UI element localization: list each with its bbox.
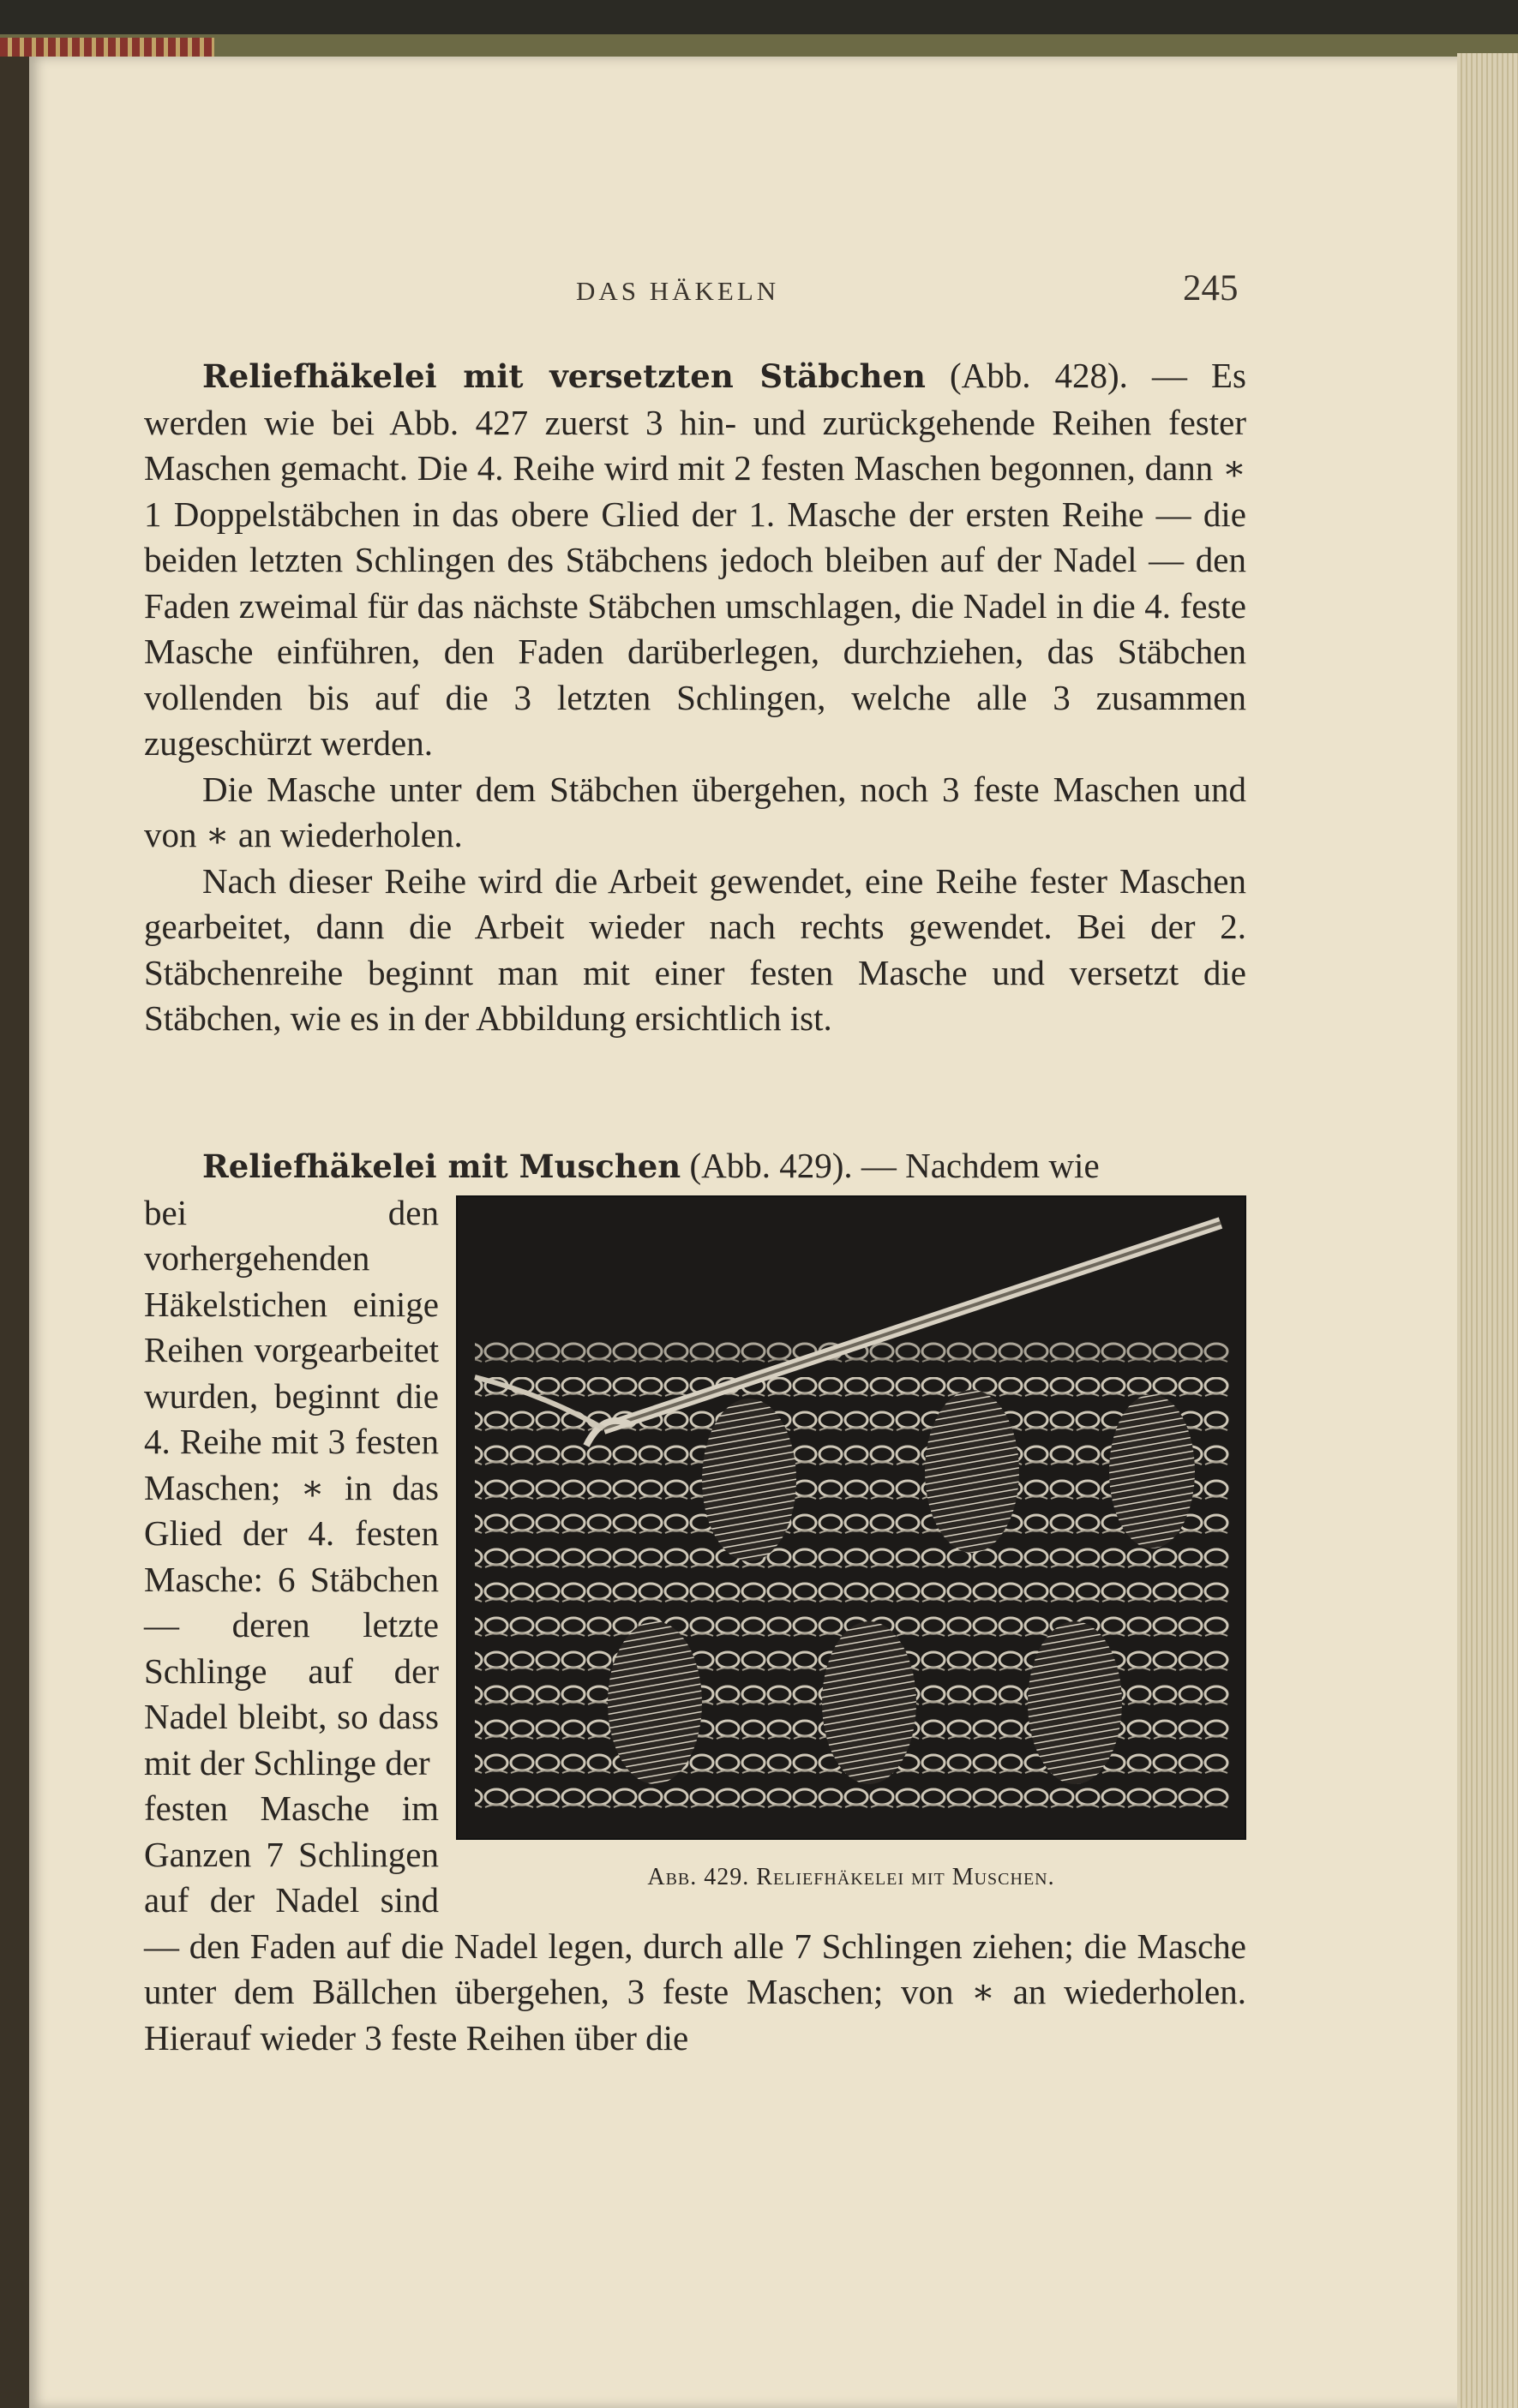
paragraph-text: bei den vorhergehenden Häkelstichen einige Reihen vorgearbeitet wurden, beginnt die 4. Reihe mit 3 festen Maschen; ∗ in das Glied der 4. festen Masche: 6 Stäbchen — deren letzte Schlinge auf der Nadel bleibt, so dass mit der Schlinge der [144, 1192, 439, 1782]
paragraph [144, 1143, 1246, 1190]
caption-number: Abb. 429. [647, 1863, 750, 1890]
figure [456, 1195, 1246, 1924]
paragraph-text: (Abb. 429). — Nachdem wie [681, 1146, 1100, 1185]
paragraph: Die Masche unter dem Stäbchen übergehen, noch 3 feste Maschen und von ∗ an wiederholen. [144, 769, 1246, 854]
section-relief-muschen [144, 1143, 1246, 2061]
section-relief-staebchen [144, 353, 1246, 1042]
page-stack-edge [1457, 53, 1518, 2408]
paragraph: Nach dieser Reihe wird die Arbeit gewendet, eine Reihe fester Maschen gearbeitet, dann die Arbeit wieder nach rechts gewendet. Bei der 2. Stäbchenreihe beginnt man mit einer festen Masche und versetzt die Stäbchen, wie es in der Abbildung ersichtlich ist. [144, 860, 1246, 1038]
figure-caption [456, 1860, 1246, 1895]
paragraph [144, 353, 1246, 767]
running-title: DAS HÄKELN [576, 276, 780, 306]
section-heading: Reliefhäkelei mit Muschen [202, 1147, 681, 1185]
section-heading: Reliefhäkelei mit versetzten Stäbchen [202, 357, 926, 395]
spine-ornament [0, 38, 214, 57]
page-number: 245 [1183, 268, 1239, 308]
paragraph-text: (Abb. 428). — Es werden wie bei Abb. 427 zuerst 3 hin- und zurückgehende Reihen fester Maschen gemacht. Die 4. Reihe wird mit 2 festen Maschen begonnen, dann ∗ 1 Doppelstäbchen in das obere Glied der 1. Masche der ersten Reihe — die beiden letzten Schlingen des Stäbchens jedoch bleiben auf der Nadel — den Faden zweimal für das nächste Stäbchen umschlagen, die Nadel in die 4. feste Masche einführen, den Faden darüberlegen, durchziehen, das Stäbchen vollenden bis auf die 3 letzten Schlingen, welche alle 3 zusammen zugeschürzt werden. [144, 356, 1246, 763]
book-top-edge [0, 0, 1518, 34]
book-gutter [0, 57, 29, 2408]
crochet-engraving-icon [458, 1197, 1245, 1838]
paragraph-text: festen Masche im Ganzen 7 Schlingen auf der Nadel sind — den Faden auf die Nadel legen, durch alle 7 Schlingen ziehen; die Masche unter dem Bällchen übergehen, 3 feste Maschen; von ∗ an wiederholen. Hierauf wieder 3 feste Reihen über die [144, 1788, 1246, 2058]
crochet-illustration [456, 1195, 1246, 1840]
caption-title: Reliefhäkelei mit Muschen. [756, 1863, 1055, 1890]
